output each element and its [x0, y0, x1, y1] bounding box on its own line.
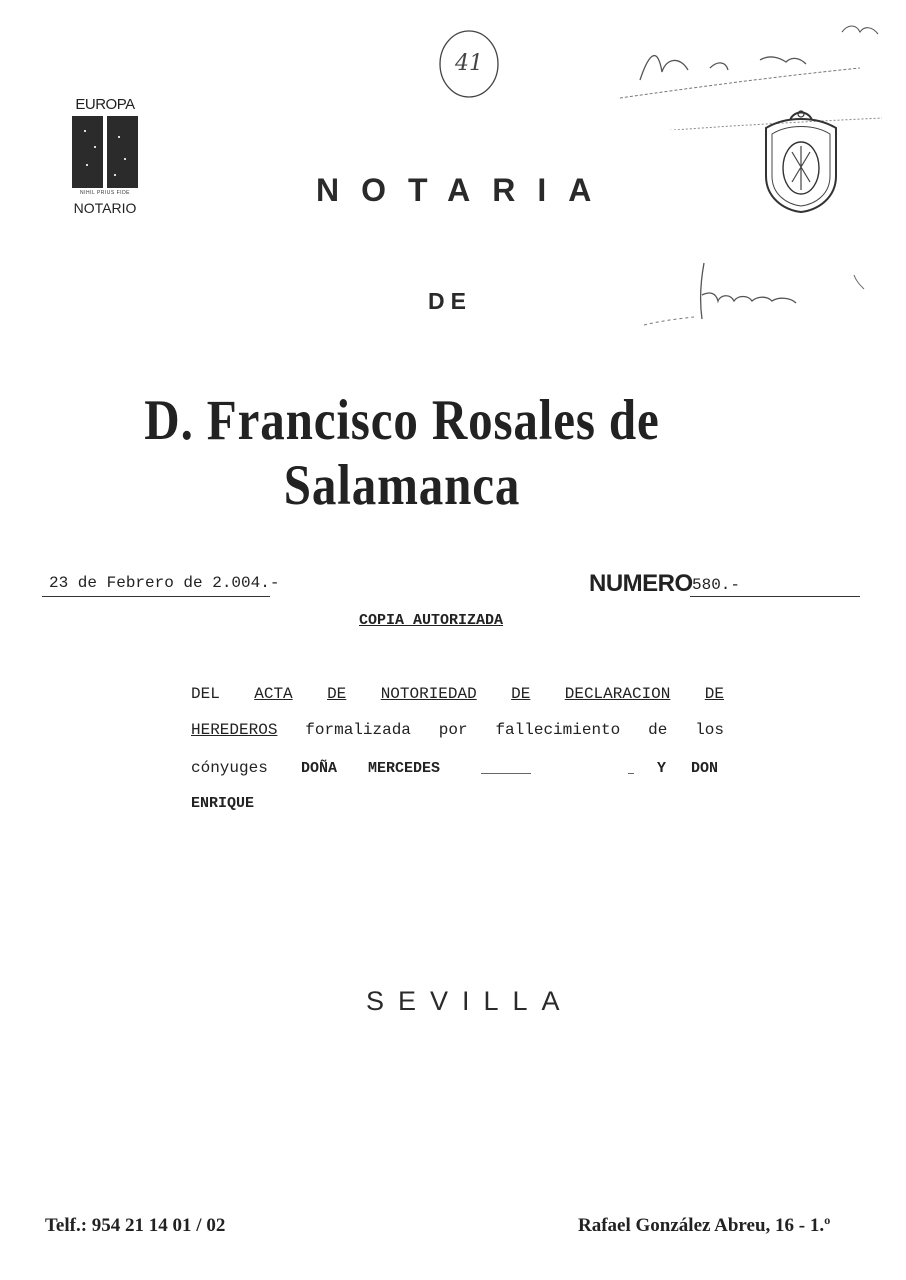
- svg-text:41: 41: [455, 51, 483, 76]
- date-underline: [42, 596, 270, 597]
- notary-logo: [70, 96, 140, 220]
- spouse-title: DOÑA: [301, 760, 338, 777]
- body-line-4: [191, 794, 254, 812]
- body-word: ACTA: [254, 685, 293, 703]
- footer-address: Rafael González Abreu, 16 - 1.º: [578, 1215, 831, 1236]
- body-word: DE: [511, 685, 531, 703]
- page-title: NOTARIA: [316, 172, 614, 208]
- title-de: DE: [428, 288, 472, 314]
- body-word: Y: [657, 760, 667, 777]
- footer-phone: Telf.: 954 21 14 01 / 02: [45, 1215, 226, 1236]
- logo-motto: NIHIL PRIUS FIDE: [79, 190, 131, 196]
- numero-value: 580.-: [692, 576, 741, 594]
- numero-label: NUMERO: [589, 570, 693, 597]
- body-word: HEREDEROS: [191, 721, 278, 739]
- handwritten-signature: [640, 255, 870, 335]
- body-word: DEL: [191, 685, 220, 703]
- handwritten-circled-number: [437, 28, 503, 104]
- body-word: formalizada: [305, 721, 411, 739]
- notary-name: D. Francisco Rosales de Salamanca: [144, 389, 660, 517]
- spouse-name: ENRIQUE: [191, 795, 255, 812]
- logo-top-text: EUROPA: [75, 96, 135, 113]
- document-date: 23 de Febrero de 2.004.-: [49, 574, 280, 592]
- body-word: NOTORIEDAD: [380, 685, 477, 703]
- logo-emblem: [72, 116, 138, 188]
- body-word: cónyuges: [191, 759, 268, 777]
- body-word: DECLARACION: [564, 685, 671, 703]
- spouse-title: DON: [691, 760, 719, 777]
- body-line-2: [191, 721, 724, 739]
- body-word: de: [648, 721, 668, 739]
- copy-type: COPIA AUTORIZADA: [359, 612, 504, 629]
- body-word: fallecimiento: [495, 721, 621, 739]
- body-line-1: [191, 685, 724, 703]
- redaction-mark: [628, 773, 634, 774]
- body-word: DE: [327, 685, 347, 703]
- body-word: por: [438, 721, 468, 739]
- city: SEVILLA: [366, 986, 574, 1016]
- logo-bottom-text: NOTARIO: [73, 200, 137, 216]
- body-word: DE: [704, 685, 724, 703]
- handwritten-notes: [600, 10, 900, 130]
- spouse-name: MERCEDES: [368, 760, 441, 777]
- numero-underline: [690, 596, 860, 597]
- notary-seal: [756, 106, 846, 220]
- body-word: los: [695, 721, 724, 739]
- body-line-3: [191, 759, 724, 781]
- redaction-mark: [481, 773, 531, 774]
